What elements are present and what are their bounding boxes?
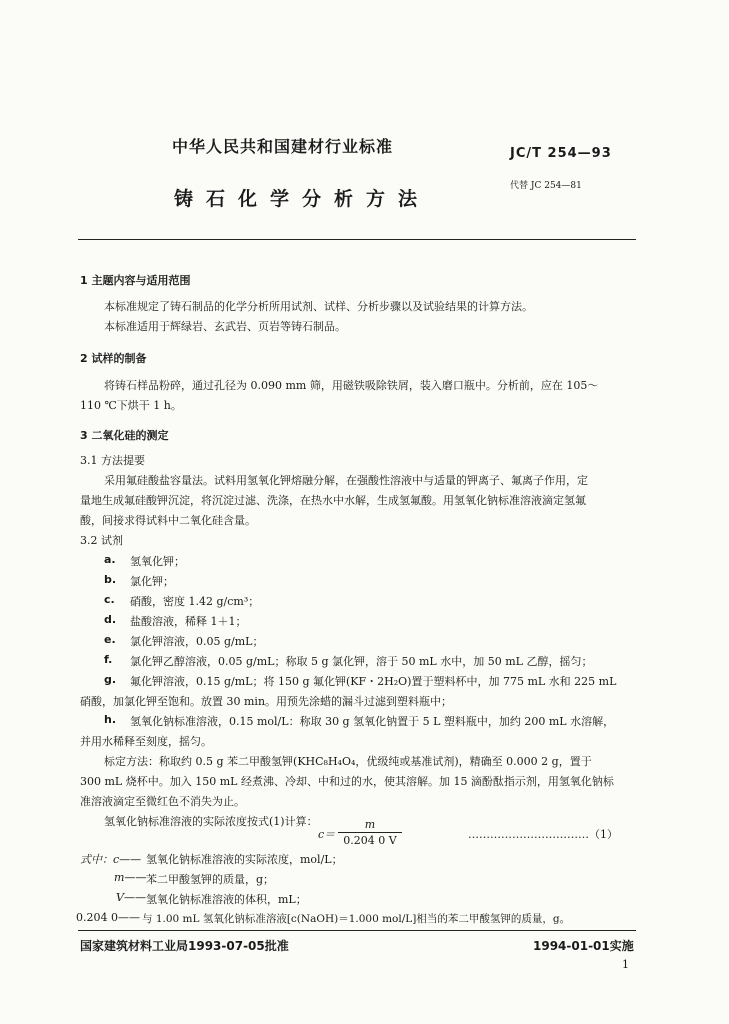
standard-number: JC/T 254—93	[510, 146, 612, 161]
formula-intro: 氢氧化钠标准溶液的实际浓度按式(1)计算：	[104, 815, 318, 828]
reagent-item-text: 硝酸，密度 1.42 g/cm³；	[130, 595, 260, 608]
section-2-heading: 2 试样的制备	[80, 352, 147, 365]
reagent-item-letter: b.	[104, 573, 117, 586]
section-2-line-1: 将铸石样品粉碎，通过孔径为 0.090 mm 筛，用磁铁吸除铁屑，装入磨口瓶中。分析前，应在 105～	[104, 379, 599, 392]
replaces-standard: 代替 JC 254—81	[510, 181, 582, 191]
formula-fraction	[338, 818, 402, 847]
where-text: 与 1.00 mL 氢氧化钠标准溶液[c(NaOH)＝1.000 mol/L]相当的苯二甲酸氢钾的质量，g。	[142, 913, 571, 925]
implementation-date: 1994-01-01实施	[533, 939, 634, 953]
section-2-line-2: 110 ℃下烘干 1 h。	[80, 399, 182, 412]
where-symbol: 0.204 0——	[76, 911, 140, 924]
equation-number: ……………………………（1）	[468, 828, 618, 841]
reagent-item-text: 盐酸溶液，稀释 1＋1；	[130, 615, 247, 628]
section-3-1-line-3: 酸，间接求得试料中二氧化硅含量。	[80, 514, 256, 527]
where-text: 氢氧化钠标准溶液的体积，mL；	[146, 893, 307, 906]
reagent-item-letter: c.	[104, 593, 115, 606]
page-number: 1	[622, 958, 629, 971]
formula-lhs: c＝	[318, 828, 336, 841]
where-symbol: m——	[114, 871, 147, 884]
section-1-heading: 1 主题内容与适用范围	[80, 274, 191, 287]
reagent-item-text: 氯化钾乙醇溶液，0.05 g/mL；称取 5 g 氯化钾，溶于 50 mL 水中，加 50 mL 乙醇，摇匀；	[130, 655, 593, 668]
calibration-line-1: 标定方法：称取约 0.5 g 苯二甲酸氢钾(KHC₈H₄O₄，优级纯或基准试剂)，精确至 0.000 2 g，置于	[104, 755, 592, 768]
section-1-paragraph-2: 本标准适用于辉绿岩、玄武岩、页岩等铸石制品。	[104, 320, 346, 333]
where-text: 苯二甲酸氢钾的质量，g；	[146, 873, 275, 886]
calibration-line-2: 300 mL 烧杯中。加入 150 mL 经煮沸、冷却、中和过的水，使其溶解。加 15 滴酚酞指示剂，用氢氧化钠标	[80, 775, 614, 788]
reagent-item-text: 氢氧化钠标准溶液，0.15 mol/L：称取 30 g 氢氧化钠置于 5 L 塑料瓶中，加约 200 mL 水溶解，	[130, 715, 615, 728]
reagent-item-letter: g.	[104, 673, 117, 686]
reagent-item-letter: e.	[104, 633, 116, 646]
section-3-1-heading: 3.1 方法提要	[80, 454, 145, 467]
reagent-item-letter: a.	[104, 553, 116, 566]
where-symbol: V——	[116, 891, 146, 904]
reagent-item-letter: h.	[104, 713, 117, 726]
where-symbol: 式中：c——	[80, 853, 142, 866]
section-3-heading: 3 二氧化硅的测定	[80, 429, 169, 442]
footer-rule	[78, 930, 636, 931]
reagent-item-text: 氯化钾溶液，0.05 g/mL；	[130, 635, 264, 648]
section-3-2-heading: 3.2 试剂	[80, 534, 123, 547]
fraction-bar	[338, 832, 402, 833]
issuing-authority-title: 中华人民共和国建材行业标准	[172, 137, 394, 156]
calibration-line-3: 准溶液滴定至微红色不消失为止。	[80, 795, 245, 808]
reagent-item-letter: d.	[104, 613, 117, 626]
formula-numerator: m	[364, 818, 376, 831]
reagent-g-continuation: 硝酸，加氯化钾至饱和。放置 30 min。用预先涂蜡的漏斗过滤到塑料瓶中；	[80, 695, 453, 708]
section-3-1-line-1: 采用氟硅酸盐容量法。试料用氢氧化钾熔融分解，在强酸性溶液中与适量的钾离子、氟离子作用，定	[104, 474, 588, 487]
approval-line: 国家建筑材料工业局1993-07-05批准	[80, 939, 289, 953]
section-3-1-line-2: 量地生成氟硅酸钾沉淀，将沉淀过滤、洗涤，在热水中水解，生成氢氟酸。用氢氧化钠标准溶液滴定氢氟	[80, 494, 586, 507]
reagent-item-letter: f.	[104, 653, 113, 666]
formula-denominator: 0.204 0 V	[343, 834, 397, 847]
document-title: 铸石化学分析方法	[174, 188, 431, 210]
reagent-h-continuation: 并用水稀释至刻度，摇匀。	[80, 735, 212, 748]
reagent-item-text: 氯化钾；	[130, 575, 174, 588]
reagent-item-text: 氢氧化钾；	[130, 555, 185, 568]
where-text: 氢氧化钠标准溶液的实际浓度，mol/L；	[146, 853, 343, 866]
reagent-item-text: 氟化钾溶液，0.15 g/mL；将 150 g 氟化钾(KF・2H₂O)置于塑料杯中，加 775 mL 水和 225 mL	[130, 675, 617, 688]
header-rule	[78, 239, 636, 240]
section-1-paragraph-1: 本标准规定了铸石制品的化学分析所用试剂、试样、分析步骤以及试验结果的计算方法。	[104, 300, 533, 313]
